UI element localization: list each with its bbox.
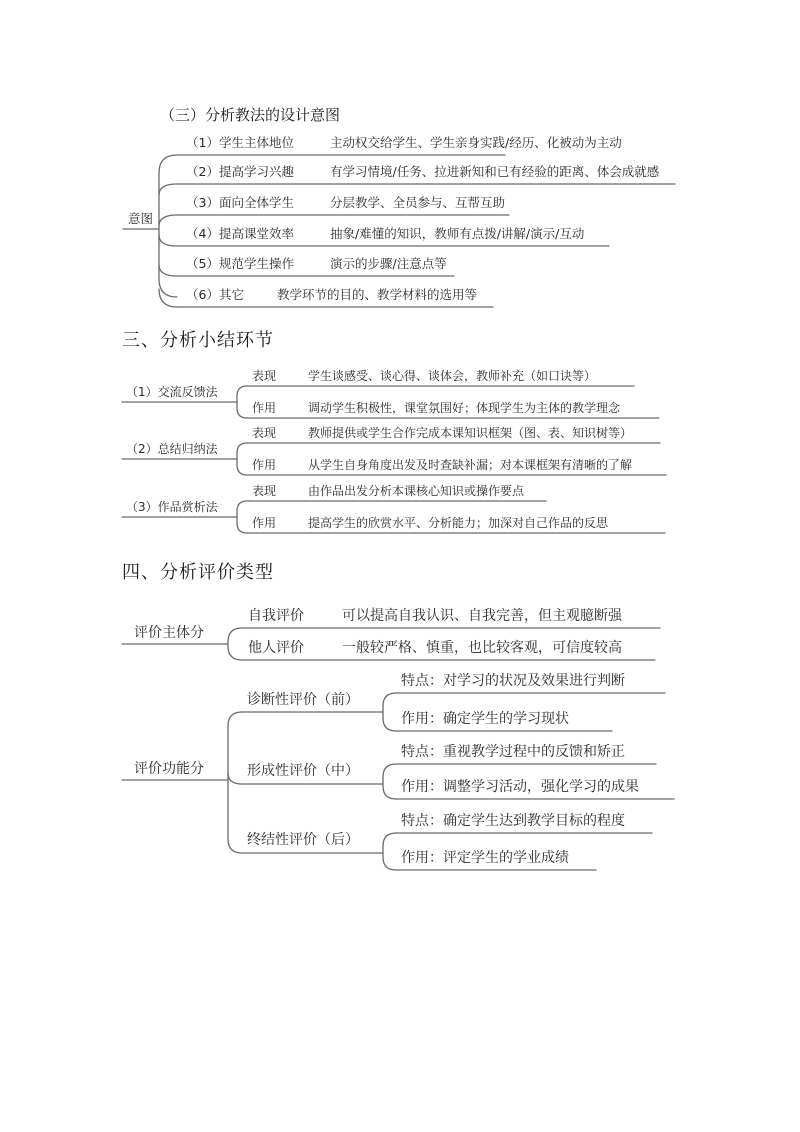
intent-item-label: （1）学生主体地位 xyxy=(186,135,294,150)
type-connector-form xyxy=(228,773,242,784)
intent-item-desc: 演示的步骤/注意点等 xyxy=(330,256,447,271)
summary-row-key: 作用 xyxy=(252,458,277,472)
intent-item-label: （3）面向全体学生 xyxy=(186,195,294,210)
intent-item-desc: 有学习情境/任务、拉进新知和已有经验的距离、体会成就感 xyxy=(330,164,660,179)
branch-c6 xyxy=(159,289,177,307)
eval-type-label: 形成性评价（中） xyxy=(247,763,359,779)
summary-row-desc: 学生谈感受、谈心得、谈体会，教师补充（如口诀等） xyxy=(308,369,597,383)
section-title-evaluation: 四、分析评价类型 xyxy=(122,562,274,583)
summary-method-label: （1）交流反馈法 xyxy=(126,385,218,399)
branch-c3 xyxy=(159,215,177,226)
bracket-m1 xyxy=(237,386,247,418)
eval-type-feature: 特点：确定学生达到教学目标的程度 xyxy=(401,813,625,829)
branch-c5 xyxy=(159,265,177,276)
section-title-summary: 三、分析小结环节 xyxy=(122,330,274,351)
intent-item-desc: 教学环节的目的、教学材料的选用等 xyxy=(277,287,478,302)
summary-row-key: 作用 xyxy=(252,401,277,415)
intent-item-label: （6）其它 xyxy=(186,287,244,302)
branch-c4 xyxy=(159,235,177,246)
eval-subject-desc: 一般较严格、慎重，也比较客观，可信度较高 xyxy=(342,640,622,656)
summary-row-desc: 调动学生积极性，课堂氛围好；体现学生为主体的教学理念 xyxy=(308,401,621,415)
eval-type-role: 作用：评定学生的学业成绩 xyxy=(401,850,569,866)
eval-type-label: 诊断性评价（前） xyxy=(247,692,359,708)
intent-item-label: （4）提高课堂效率 xyxy=(186,226,294,241)
summary-row-desc: 从学生自身角度出发及时查缺补漏；对本课框架有清晰的了解 xyxy=(308,458,633,472)
eval-type-role: 作用：调整学习活动，强化学习的成果 xyxy=(401,779,639,795)
summary-row-desc: 教师提供或学生合作完成本课知识框架（图、表、知识树等） xyxy=(308,426,633,440)
intent-item-desc: 抽象/难懂的知识，教师有点拨/讲解/演示/互动 xyxy=(330,226,585,241)
summary-row-key: 表现 xyxy=(252,484,277,498)
branch-c2 xyxy=(159,184,177,195)
intent-item-desc: 分层教学、全员参与、互帮互助 xyxy=(330,195,506,210)
eval-subject-key: 他人评价 xyxy=(248,640,304,656)
summary-row-desc: 由作品出发分析本课核心知识或操作要点 xyxy=(308,484,525,498)
eval-type-feature: 特点：重视教学过程中的反馈和矫正 xyxy=(401,744,625,760)
bracket-final xyxy=(383,833,396,870)
eval-function-label: 评价功能分 xyxy=(134,761,204,777)
bracket-form xyxy=(383,764,396,799)
bracket-subject xyxy=(228,628,242,660)
eval-type-label: 终结性评价（后） xyxy=(247,832,359,848)
eval-type-feature: 特点：对学习的状况及效果进行判断 xyxy=(401,673,625,689)
intent-item-label: （5）规范学生操作 xyxy=(186,256,294,271)
summary-method-label: （3）作品赏析法 xyxy=(126,500,218,514)
eval-type-role: 作用：确定学生的学习现状 xyxy=(401,711,569,727)
eval-subject-desc: 可以提高自我认识、自我完善，但主观臆断强 xyxy=(342,608,622,624)
summary-row-key: 作用 xyxy=(252,516,277,530)
summary-row-key: 表现 xyxy=(252,426,277,440)
bracket-m3 xyxy=(237,501,247,533)
eval-subject-key: 自我评价 xyxy=(248,608,304,624)
intent-item-label: （2）提高学习兴趣 xyxy=(186,164,294,179)
summary-row-desc: 提高学生的欣赏水平、分析能力；加深对自己作品的反思 xyxy=(308,516,609,530)
bracket-diag xyxy=(383,693,396,731)
bracket-m2 xyxy=(237,443,247,475)
intent-item-desc: 主动权交给学生、学生亲身实践/经历、化被动为主动 xyxy=(330,135,622,150)
section-title-design: （三）分析教法的设计意图 xyxy=(160,106,341,124)
summary-row-key: 表现 xyxy=(252,369,277,383)
summary-method-label: （2）总结归纳法 xyxy=(126,442,218,456)
mindmap-root-intent: 意图 xyxy=(128,211,154,226)
eval-subject-label: 评价主体分 xyxy=(134,625,204,641)
